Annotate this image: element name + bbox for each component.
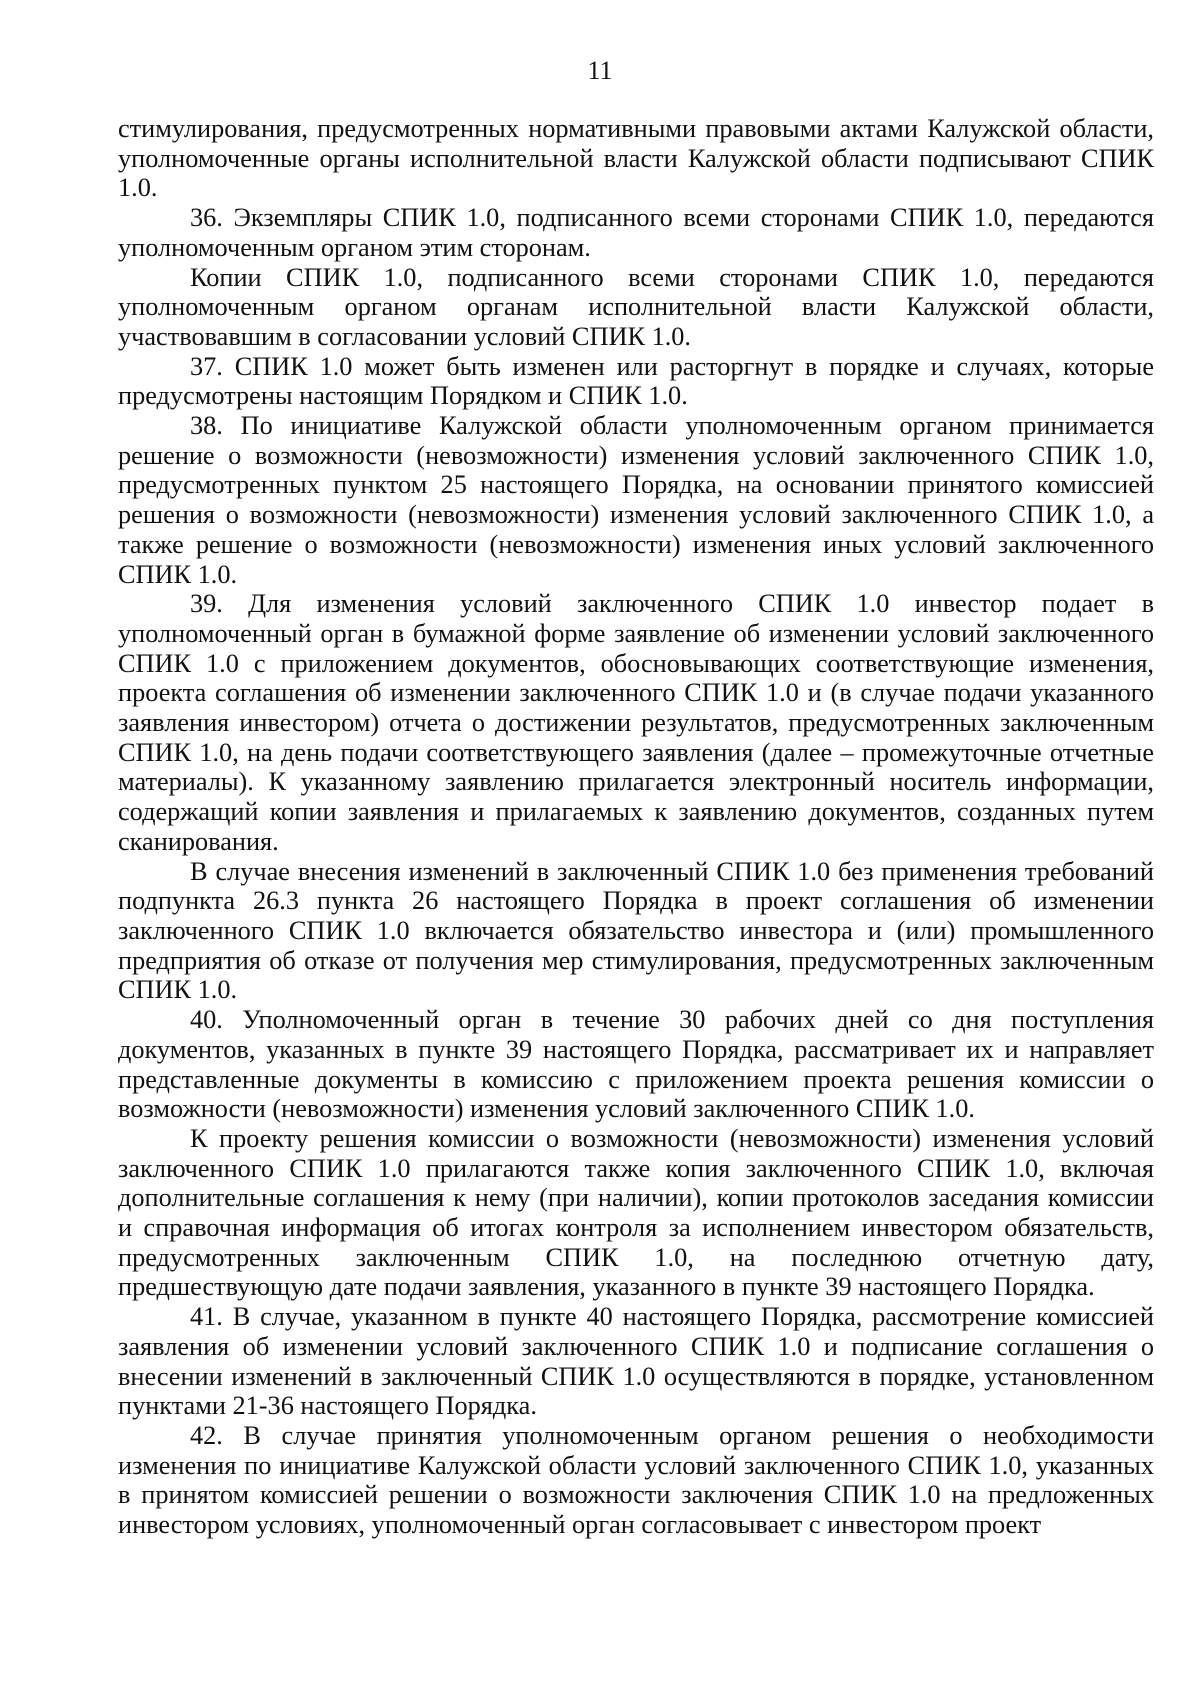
paragraph-item-36: 36. Экземпляры СПИК 1.0, подписанного всеми сторонами СПИК 1.0, передаются уполномоченным органом этим сторонам. — [118, 203, 1154, 262]
paragraph-item-37: 37. СПИК 1.0 может быть изменен или расторгнут в порядке и случаях, которые предусмотрены настоящим Порядком и СПИК 1.0. — [118, 351, 1154, 411]
paragraph-continuation: стимулирования, предусмотренных нормативными правовыми актами Калужской области, уполномоченные органы исполнительной власти Калужской области подписывают СПИК 1.0. — [118, 114, 1154, 203]
paragraph-item-40-attachments: К проекту решения комиссии о возможности (невозможности) изменения условий заключенного СПИК 1.0 прилагаются также копия заключенного СПИК 1.0, включая дополнительные соглашения к нему (при наличии), копии протоколов заседания комиссии и справочная информация об итогах контроля за исполнением инвестором обязательств, предусмотренных заключенным СПИК 1.0, на последнюю отчетную дату, предшествующую дате подачи заявления, указанного в пункте 39 настоящего Порядка. — [118, 1123, 1154, 1302]
paragraph-item-41: 41. В случае, указанном в пункте 40 настоящего Порядка, рассмотрение комиссией заявления об изменении условий заключенного СПИК 1.0 и подписание соглашения о внесении изменений в заключенный СПИК 1.0 осуществляются в порядке, установленном пунктами 21-36 настоящего Порядка. — [118, 1302, 1154, 1421]
paragraph-item-39: 39. Для изменения условий заключенного СПИК 1.0 инвестор подает в уполномоченный орган в бумажной форме заявление об изменении условий заключенного СПИК 1.0 с приложением документов, обосновывающих соответствующие изменения, проекта соглашения об изменении заключенного СПИК 1.0 и (в случае подачи указанного заявления инвестором) отчета о достижении результатов, предусмотренных заключенным СПИК 1.0, на день подачи соответствующего заявления (далее – промежуточные отчетные материалы). К указанному заявлению прилагается электронный носитель информации, содержащий копии заявления и прилагаемых к заявлению документов, созданных путем сканирования. — [118, 589, 1154, 856]
document-body — [118, 114, 1154, 1540]
paragraph-item-42: 42. В случае принятия уполномоченным органом решения о необходимости изменения по инициативе Калужской области условий заключенного СПИК 1.0, указанных в принятом комиссией решении о возможности заключения СПИК 1.0 на предложенных инвестором условиях, уполномоченный орган согласовывает с инвестором проект — [118, 1420, 1154, 1540]
paragraph-item-38: 38. По инициативе Калужской области уполномоченным органом принимается решение о возможности (невозможности) изменения условий заключенного СПИК 1.0, предусмотренных пунктом 25 настоящего Порядка, на основании принятого комиссией решения о возможности (невозможности) изменения условий заключенного СПИК 1.0, а также решение о возможности (невозможности) изменения иных условий заключенного СПИК 1.0. — [118, 411, 1154, 589]
paragraph-item-39-amendment: В случае внесения изменений в заключенный СПИК 1.0 без применения требований подпункта 26.3 пункта 26 настоящего Порядка в проект соглашения об изменении заключенного СПИК 1.0 включается обязательство инвестора и (или) промышленного предприятия об отказе от получения мер стимулирования, предусмотренных заключенным СПИК 1.0. — [118, 856, 1154, 1005]
page-number: 11 — [587, 56, 613, 85]
paragraph-item-40: 40. Уполномоченный орган в течение 30 рабочих дней со дня поступления документов, указанных в пункте 39 настоящего Порядка, рассматривает их и направляет представленные документы в комиссию с приложением проекта решения комиссии о возможности (невозможности) изменения условий заключенного СПИК 1.0. — [118, 1005, 1154, 1124]
paragraph-item-36-copies: Копии СПИК 1.0, подписанного всеми сторонами СПИК 1.0, передаются уполномоченным органом органам исполнительной власти Калужской области, участвовавшим в согласовании условий СПИК 1.0. — [118, 262, 1154, 351]
